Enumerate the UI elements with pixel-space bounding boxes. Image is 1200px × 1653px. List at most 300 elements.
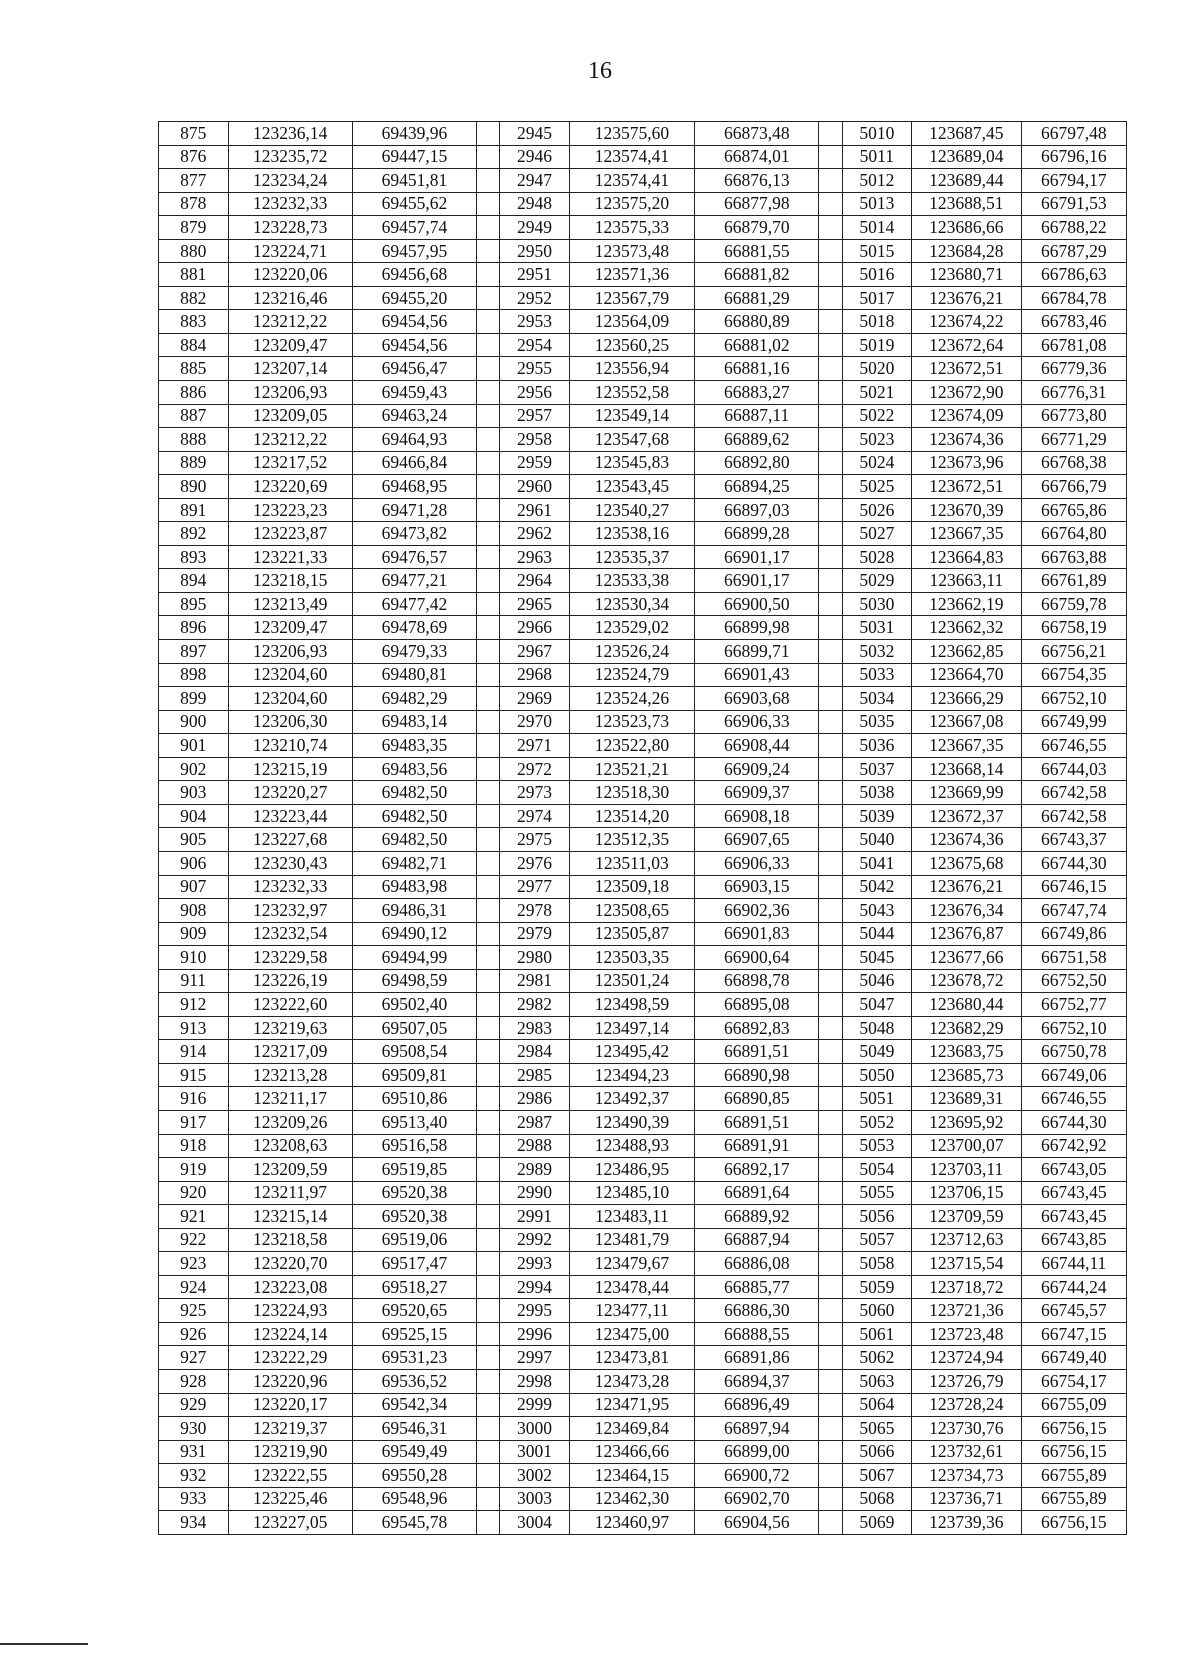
cell-point-number: 913 <box>159 1016 229 1040</box>
cell-point-number: 5055 <box>842 1181 912 1205</box>
separator-cell <box>477 1464 500 1488</box>
cell-y-coordinate: 69510,86 <box>352 1087 476 1111</box>
cell-x-coordinate: 123220,70 <box>228 1252 352 1276</box>
table-row <box>159 1205 1127 1229</box>
cell-point-number: 2973 <box>500 781 570 805</box>
cell-y-coordinate: 66901,17 <box>695 545 819 569</box>
cell-y-coordinate: 66885,77 <box>695 1275 819 1299</box>
cell-point-number: 3003 <box>500 1487 570 1511</box>
cell-y-coordinate: 66889,62 <box>695 428 819 452</box>
cell-point-number: 891 <box>159 498 229 522</box>
cell-point-number: 2952 <box>500 286 570 310</box>
cell-y-coordinate: 66886,30 <box>695 1299 819 1323</box>
cell-y-coordinate: 66892,80 <box>695 451 819 475</box>
page-number: 16 <box>588 58 612 84</box>
cell-y-coordinate: 66901,17 <box>695 569 819 593</box>
cell-y-coordinate: 66881,29 <box>695 286 819 310</box>
separator-cell <box>477 710 500 734</box>
cell-x-coordinate: 123664,83 <box>912 545 1022 569</box>
cell-x-coordinate: 123227,05 <box>228 1511 352 1535</box>
cell-y-coordinate: 69494,99 <box>352 946 476 970</box>
cell-y-coordinate: 66889,92 <box>695 1205 819 1229</box>
separator-cell <box>819 404 842 428</box>
table-row <box>159 1275 1127 1299</box>
cell-point-number: 5039 <box>842 804 912 828</box>
cell-point-number: 5042 <box>842 875 912 899</box>
cell-x-coordinate: 123533,38 <box>569 569 694 593</box>
cell-point-number: 5033 <box>842 663 912 687</box>
cell-x-coordinate: 123734,73 <box>912 1464 1022 1488</box>
cell-x-coordinate: 123225,46 <box>228 1487 352 1511</box>
cell-point-number: 2974 <box>500 804 570 828</box>
cell-point-number: 2945 <box>500 122 570 146</box>
cell-x-coordinate: 123723,48 <box>912 1322 1022 1346</box>
cell-point-number: 5064 <box>842 1393 912 1417</box>
separator-cell <box>477 122 500 146</box>
cell-y-coordinate: 66742,58 <box>1021 781 1126 805</box>
cell-point-number: 906 <box>159 851 229 875</box>
cell-point-number: 5050 <box>842 1063 912 1087</box>
cell-x-coordinate: 123206,93 <box>228 381 352 405</box>
cell-point-number: 2998 <box>500 1369 570 1393</box>
table-row <box>159 757 1127 781</box>
cell-y-coordinate: 66906,33 <box>695 710 819 734</box>
cell-x-coordinate: 123223,87 <box>228 522 352 546</box>
table-row <box>159 333 1127 357</box>
cell-x-coordinate: 123204,60 <box>228 687 352 711</box>
cell-point-number: 2982 <box>500 993 570 1017</box>
cell-y-coordinate: 66900,72 <box>695 1464 819 1488</box>
table-row <box>159 263 1127 287</box>
cell-y-coordinate: 69517,47 <box>352 1252 476 1276</box>
cell-point-number: 876 <box>159 145 229 169</box>
separator-cell <box>819 263 842 287</box>
cell-y-coordinate: 66794,17 <box>1021 169 1126 193</box>
cell-y-coordinate: 66752,10 <box>1021 687 1126 711</box>
cell-point-number: 930 <box>159 1417 229 1441</box>
cell-y-coordinate: 66897,94 <box>695 1417 819 1441</box>
separator-cell <box>477 192 500 216</box>
cell-x-coordinate: 123556,94 <box>569 357 694 381</box>
cell-y-coordinate: 69482,71 <box>352 851 476 875</box>
table-row <box>159 993 1127 1017</box>
cell-x-coordinate: 123715,54 <box>912 1252 1022 1276</box>
cell-point-number: 911 <box>159 969 229 993</box>
table-row <box>159 828 1127 852</box>
cell-x-coordinate: 123219,63 <box>228 1016 352 1040</box>
cell-y-coordinate: 69525,15 <box>352 1322 476 1346</box>
cell-point-number: 5022 <box>842 404 912 428</box>
separator-cell <box>477 1440 500 1464</box>
cell-y-coordinate: 69482,50 <box>352 804 476 828</box>
table-row <box>159 1346 1127 1370</box>
cell-x-coordinate: 123518,30 <box>569 781 694 805</box>
cell-x-coordinate: 123221,33 <box>228 545 352 569</box>
cell-point-number: 2950 <box>500 239 570 263</box>
cell-x-coordinate: 123667,35 <box>912 734 1022 758</box>
cell-y-coordinate: 66754,17 <box>1021 1369 1126 1393</box>
cell-y-coordinate: 69482,50 <box>352 781 476 805</box>
cell-point-number: 5054 <box>842 1158 912 1182</box>
separator-cell <box>819 428 842 452</box>
separator-cell <box>477 1228 500 1252</box>
separator-cell <box>477 875 500 899</box>
table-row <box>159 522 1127 546</box>
cell-point-number: 2971 <box>500 734 570 758</box>
separator-cell <box>477 616 500 640</box>
separator-cell <box>477 381 500 405</box>
separator-cell <box>477 404 500 428</box>
cell-x-coordinate: 123672,51 <box>912 357 1022 381</box>
cell-point-number: 2969 <box>500 687 570 711</box>
cell-x-coordinate: 123219,37 <box>228 1417 352 1441</box>
cell-x-coordinate: 123488,93 <box>569 1134 694 1158</box>
cell-point-number: 2949 <box>500 216 570 240</box>
cell-y-coordinate: 66899,28 <box>695 522 819 546</box>
separator-cell <box>819 946 842 970</box>
cell-y-coordinate: 66756,21 <box>1021 640 1126 664</box>
table-row <box>159 545 1127 569</box>
table-row <box>159 1487 1127 1511</box>
cell-x-coordinate: 123224,14 <box>228 1322 352 1346</box>
cell-point-number: 5016 <box>842 263 912 287</box>
cell-y-coordinate: 66756,15 <box>1021 1417 1126 1441</box>
table-row <box>159 169 1127 193</box>
separator-cell <box>819 1205 842 1229</box>
table-row <box>159 451 1127 475</box>
separator-cell <box>477 522 500 546</box>
cell-x-coordinate: 123526,24 <box>569 640 694 664</box>
cell-x-coordinate: 123217,09 <box>228 1040 352 1064</box>
cell-point-number: 879 <box>159 216 229 240</box>
cell-x-coordinate: 123545,83 <box>569 451 694 475</box>
cell-y-coordinate: 66744,30 <box>1021 1110 1126 1134</box>
cell-point-number: 5034 <box>842 687 912 711</box>
cell-x-coordinate: 123223,08 <box>228 1275 352 1299</box>
cell-y-coordinate: 66749,06 <box>1021 1063 1126 1087</box>
cell-x-coordinate: 123688,51 <box>912 192 1022 216</box>
cell-y-coordinate: 69447,15 <box>352 145 476 169</box>
cell-x-coordinate: 123689,31 <box>912 1087 1022 1111</box>
separator-cell <box>477 1417 500 1441</box>
cell-point-number: 5019 <box>842 333 912 357</box>
table-row <box>159 286 1127 310</box>
cell-point-number: 880 <box>159 239 229 263</box>
cell-point-number: 2989 <box>500 1158 570 1182</box>
cell-x-coordinate: 123501,24 <box>569 969 694 993</box>
separator-cell <box>819 1440 842 1464</box>
separator-cell <box>477 475 500 499</box>
cell-point-number: 2988 <box>500 1134 570 1158</box>
cell-x-coordinate: 123676,34 <box>912 899 1022 923</box>
cell-x-coordinate: 123676,87 <box>912 922 1022 946</box>
cell-point-number: 2962 <box>500 522 570 546</box>
separator-cell <box>477 1275 500 1299</box>
separator-cell <box>819 993 842 1017</box>
cell-y-coordinate: 69468,95 <box>352 475 476 499</box>
cell-x-coordinate: 123466,66 <box>569 1440 694 1464</box>
cell-y-coordinate: 66883,27 <box>695 381 819 405</box>
cell-x-coordinate: 123215,19 <box>228 757 352 781</box>
cell-x-coordinate: 123574,41 <box>569 145 694 169</box>
cell-y-coordinate: 66788,22 <box>1021 216 1126 240</box>
cell-point-number: 919 <box>159 1158 229 1182</box>
separator-cell <box>477 1299 500 1323</box>
separator-cell <box>477 687 500 711</box>
separator-cell <box>819 1181 842 1205</box>
cell-x-coordinate: 123483,11 <box>569 1205 694 1229</box>
cell-point-number: 922 <box>159 1228 229 1252</box>
cell-x-coordinate: 123662,32 <box>912 616 1022 640</box>
separator-cell <box>477 640 500 664</box>
cell-x-coordinate: 123220,96 <box>228 1369 352 1393</box>
cell-y-coordinate: 66897,03 <box>695 498 819 522</box>
cell-y-coordinate: 66754,35 <box>1021 663 1126 687</box>
cell-point-number: 5035 <box>842 710 912 734</box>
table-row <box>159 1464 1127 1488</box>
separator-cell <box>819 1299 842 1323</box>
cell-x-coordinate: 123212,22 <box>228 310 352 334</box>
cell-point-number: 2956 <box>500 381 570 405</box>
cell-y-coordinate: 66761,89 <box>1021 569 1126 593</box>
cell-x-coordinate: 123540,27 <box>569 498 694 522</box>
cell-x-coordinate: 123509,18 <box>569 875 694 899</box>
table-row <box>159 1252 1127 1276</box>
cell-point-number: 927 <box>159 1346 229 1370</box>
cell-point-number: 2965 <box>500 592 570 616</box>
table-row <box>159 592 1127 616</box>
cell-point-number: 884 <box>159 333 229 357</box>
cell-y-coordinate: 66892,83 <box>695 1016 819 1040</box>
cell-y-coordinate: 66891,51 <box>695 1110 819 1134</box>
cell-x-coordinate: 123236,14 <box>228 122 352 146</box>
cell-y-coordinate: 66747,74 <box>1021 899 1126 923</box>
cell-x-coordinate: 123736,71 <box>912 1487 1022 1511</box>
cell-x-coordinate: 123728,24 <box>912 1393 1022 1417</box>
cell-y-coordinate: 66891,86 <box>695 1346 819 1370</box>
cell-x-coordinate: 123232,97 <box>228 899 352 923</box>
cell-x-coordinate: 123730,76 <box>912 1417 1022 1441</box>
cell-y-coordinate: 66899,00 <box>695 1440 819 1464</box>
table-row <box>159 734 1127 758</box>
table-row <box>159 640 1127 664</box>
cell-point-number: 5031 <box>842 616 912 640</box>
table-row <box>159 1393 1127 1417</box>
separator-cell <box>477 993 500 1017</box>
cell-x-coordinate: 123471,95 <box>569 1393 694 1417</box>
cell-y-coordinate: 66896,49 <box>695 1393 819 1417</box>
separator-cell <box>819 851 842 875</box>
cell-x-coordinate: 123209,47 <box>228 616 352 640</box>
cell-y-coordinate: 66900,50 <box>695 592 819 616</box>
cell-y-coordinate: 66742,92 <box>1021 1134 1126 1158</box>
separator-cell <box>819 1511 842 1535</box>
separator-cell <box>477 569 500 593</box>
cell-x-coordinate: 123674,36 <box>912 428 1022 452</box>
cell-y-coordinate: 66743,45 <box>1021 1181 1126 1205</box>
cell-x-coordinate: 123726,79 <box>912 1369 1022 1393</box>
cell-point-number: 5040 <box>842 828 912 852</box>
cell-y-coordinate: 66907,65 <box>695 828 819 852</box>
separator-cell <box>819 333 842 357</box>
cell-x-coordinate: 123495,42 <box>569 1040 694 1064</box>
cell-x-coordinate: 123473,28 <box>569 1369 694 1393</box>
cell-y-coordinate: 69531,23 <box>352 1346 476 1370</box>
cell-x-coordinate: 123512,35 <box>569 828 694 852</box>
cell-x-coordinate: 123485,10 <box>569 1181 694 1205</box>
cell-y-coordinate: 66895,08 <box>695 993 819 1017</box>
separator-cell <box>477 899 500 923</box>
cell-point-number: 900 <box>159 710 229 734</box>
cell-point-number: 2966 <box>500 616 570 640</box>
separator-cell <box>819 616 842 640</box>
cell-point-number: 2951 <box>500 263 570 287</box>
cell-point-number: 2954 <box>500 333 570 357</box>
cell-x-coordinate: 123222,60 <box>228 993 352 1017</box>
cell-y-coordinate: 66758,19 <box>1021 616 1126 640</box>
cell-y-coordinate: 69520,38 <box>352 1181 476 1205</box>
cell-point-number: 915 <box>159 1063 229 1087</box>
cell-point-number: 894 <box>159 569 229 593</box>
cell-y-coordinate: 69479,33 <box>352 640 476 664</box>
table-row <box>159 946 1127 970</box>
cell-x-coordinate: 123464,15 <box>569 1464 694 1488</box>
cell-point-number: 2986 <box>500 1087 570 1111</box>
cell-y-coordinate: 69476,57 <box>352 545 476 569</box>
cell-x-coordinate: 123689,04 <box>912 145 1022 169</box>
cell-y-coordinate: 69480,81 <box>352 663 476 687</box>
cell-y-coordinate: 69490,12 <box>352 922 476 946</box>
cell-y-coordinate: 66752,50 <box>1021 969 1126 993</box>
cell-y-coordinate: 66890,85 <box>695 1087 819 1111</box>
separator-cell <box>477 663 500 687</box>
cell-y-coordinate: 66874,01 <box>695 145 819 169</box>
cell-y-coordinate: 66899,98 <box>695 616 819 640</box>
separator-cell <box>819 592 842 616</box>
cell-y-coordinate: 69454,56 <box>352 333 476 357</box>
cell-y-coordinate: 66881,02 <box>695 333 819 357</box>
cell-x-coordinate: 123538,16 <box>569 522 694 546</box>
cell-x-coordinate: 123216,46 <box>228 286 352 310</box>
cell-y-coordinate: 66894,37 <box>695 1369 819 1393</box>
cell-x-coordinate: 123217,52 <box>228 451 352 475</box>
cell-point-number: 909 <box>159 922 229 946</box>
cell-point-number: 898 <box>159 663 229 687</box>
cell-y-coordinate: 69536,52 <box>352 1369 476 1393</box>
cell-y-coordinate: 66751,58 <box>1021 946 1126 970</box>
cell-point-number: 878 <box>159 192 229 216</box>
cell-x-coordinate: 123222,55 <box>228 1464 352 1488</box>
separator-cell <box>819 922 842 946</box>
cell-y-coordinate: 69471,28 <box>352 498 476 522</box>
cell-point-number: 2959 <box>500 451 570 475</box>
cell-y-coordinate: 66901,83 <box>695 922 819 946</box>
cell-x-coordinate: 123535,37 <box>569 545 694 569</box>
cell-point-number: 916 <box>159 1087 229 1111</box>
cell-x-coordinate: 123685,73 <box>912 1063 1022 1087</box>
cell-x-coordinate: 123220,69 <box>228 475 352 499</box>
cell-point-number: 904 <box>159 804 229 828</box>
separator-cell <box>819 569 842 593</box>
cell-y-coordinate: 69456,47 <box>352 357 476 381</box>
cell-y-coordinate: 66744,03 <box>1021 757 1126 781</box>
cell-x-coordinate: 123215,14 <box>228 1205 352 1229</box>
cell-y-coordinate: 69482,50 <box>352 828 476 852</box>
cell-point-number: 925 <box>159 1299 229 1323</box>
table-row <box>159 1322 1127 1346</box>
cell-y-coordinate: 66796,16 <box>1021 145 1126 169</box>
cell-x-coordinate: 123575,33 <box>569 216 694 240</box>
cell-point-number: 2997 <box>500 1346 570 1370</box>
cell-point-number: 2996 <box>500 1322 570 1346</box>
table-row <box>159 1110 1127 1134</box>
table-row <box>159 687 1127 711</box>
separator-cell <box>819 828 842 852</box>
cell-y-coordinate: 66887,94 <box>695 1228 819 1252</box>
cell-x-coordinate: 123543,45 <box>569 475 694 499</box>
cell-y-coordinate: 69455,62 <box>352 192 476 216</box>
cell-x-coordinate: 123218,58 <box>228 1228 352 1252</box>
cell-y-coordinate: 69483,14 <box>352 710 476 734</box>
cell-y-coordinate: 66746,55 <box>1021 1087 1126 1111</box>
cell-point-number: 2977 <box>500 875 570 899</box>
cell-point-number: 3000 <box>500 1417 570 1441</box>
cell-point-number: 2981 <box>500 969 570 993</box>
cell-y-coordinate: 66781,08 <box>1021 333 1126 357</box>
cell-y-coordinate: 69548,96 <box>352 1487 476 1511</box>
cell-x-coordinate: 123477,11 <box>569 1299 694 1323</box>
cell-x-coordinate: 123224,93 <box>228 1299 352 1323</box>
table-row <box>159 851 1127 875</box>
cell-point-number: 5069 <box>842 1511 912 1535</box>
cell-y-coordinate: 69483,56 <box>352 757 476 781</box>
cell-point-number: 903 <box>159 781 229 805</box>
table-row <box>159 310 1127 334</box>
separator-cell <box>819 1464 842 1488</box>
separator-cell <box>819 1393 842 1417</box>
cell-point-number: 890 <box>159 475 229 499</box>
cell-y-coordinate: 66756,15 <box>1021 1440 1126 1464</box>
separator-cell <box>819 475 842 499</box>
cell-point-number: 5063 <box>842 1369 912 1393</box>
cell-x-coordinate: 123212,22 <box>228 428 352 452</box>
cell-x-coordinate: 123213,49 <box>228 592 352 616</box>
table-row <box>159 216 1127 240</box>
cell-point-number: 2948 <box>500 192 570 216</box>
cell-point-number: 877 <box>159 169 229 193</box>
cell-point-number: 882 <box>159 286 229 310</box>
cell-point-number: 5056 <box>842 1205 912 1229</box>
cell-y-coordinate: 66756,15 <box>1021 1511 1126 1535</box>
cell-y-coordinate: 69463,24 <box>352 404 476 428</box>
cell-point-number: 5021 <box>842 381 912 405</box>
table-row <box>159 1511 1127 1535</box>
cell-x-coordinate: 123511,03 <box>569 851 694 875</box>
table-row <box>159 1040 1127 1064</box>
cell-point-number: 5023 <box>842 428 912 452</box>
table-row <box>159 122 1127 146</box>
cell-y-coordinate: 66909,24 <box>695 757 819 781</box>
separator-cell <box>819 286 842 310</box>
cell-x-coordinate: 123724,94 <box>912 1346 1022 1370</box>
table-row <box>159 475 1127 499</box>
cell-y-coordinate: 66881,82 <box>695 263 819 287</box>
cell-point-number: 5037 <box>842 757 912 781</box>
cell-y-coordinate: 69519,06 <box>352 1228 476 1252</box>
cell-y-coordinate: 66902,36 <box>695 899 819 923</box>
cell-point-number: 923 <box>159 1252 229 1276</box>
cell-x-coordinate: 123479,67 <box>569 1252 694 1276</box>
